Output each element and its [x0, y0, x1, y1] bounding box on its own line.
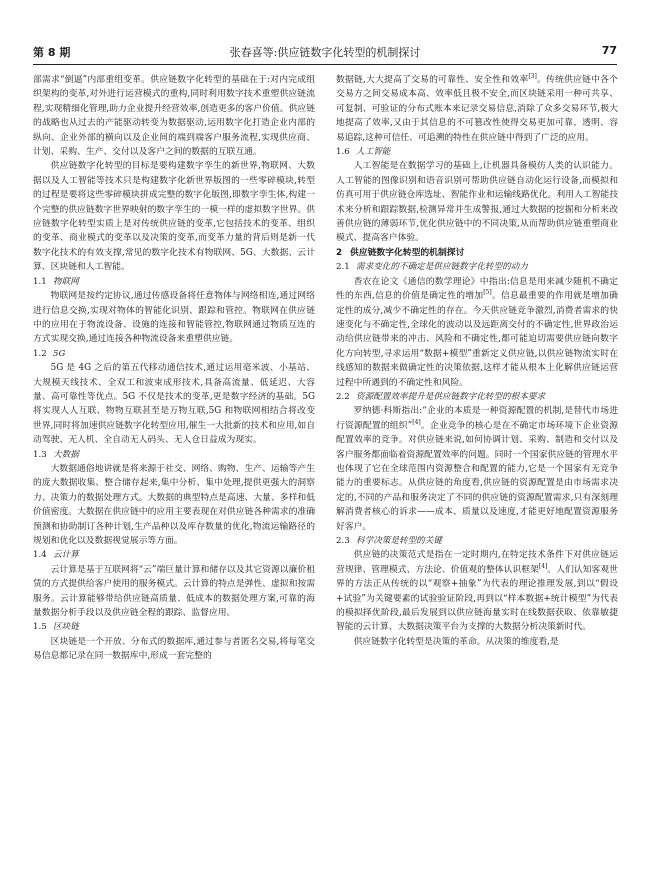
header-rule [33, 64, 617, 65]
issue-label: 第 8 期 [33, 46, 71, 59]
citation-mark: [5] [483, 289, 492, 297]
page-number: 77 [601, 44, 617, 57]
heading-number: 1.2 [33, 348, 47, 359]
body-paragraph: 物联网是按约定协议,通过传感设备将任意物体与网络相连,通过网络进行信息交换,实现对物体的智能化识别、跟踪和管控。物联网在供应链中的应用在于物流设备、设施的连接和智能管控,物联网通过物质互连的方式实现交换,通过连接各种物流设备来重塑供应链。 [33, 291, 315, 345]
citation-mark: [4] [412, 418, 421, 426]
body-paragraph: 供应链数字化转型的目标是要构建数字孪生的新世界,物联网、大数据以及人工智能等技术只是构建数字化新世界版图的一些零碎模块,转型的过程是要将这些零碎模块拼成完整的数字化版图,即数字孪生体,构建一个完整的供应链数字世界映射的数字孪生的一模一样的虚拟数字世界。供应链数字化转型实质上是对传统供应链的变革,它包括技术的变革、组织的变革、商业模式的变革以及决策的变革,而变革力量的背后则是新一代数字化技术的有效支撑,常见的数字化技术有物联网、5G、大数据、云计算、区块链和人工智能。 [33, 161, 315, 273]
subsection-heading [33, 275, 315, 289]
body-paragraph: 供应链数字化转型是决策的革命。从决策的维度看,是 [353, 636, 559, 647]
body-paragraph: 人工智能是在数据学习的基础上,让机器具备模仿人类的认识能力。人工智能的图像识别和语音识别可帮助供应链自动化运行设备,而模拟和仿真可用于供应链仓库选址、智能作业和运输线路优化。利用人工智能技术来分析和跟踪数据,检测异常并生成警报,通过大数据的挖掘和分析来改善供应链的薄弱环节,优化供应链中的不同决策,从而帮助供应链重塑商业模式、提高客户体验。 [336, 161, 618, 244]
heading-text: 供应链数字化转型的机制探讨 [350, 247, 465, 258]
heading-number: 1.5 [33, 622, 47, 633]
subsection-heading [336, 145, 618, 159]
body-paragraph: 5G 是 4G 之后的第五代移动通信技术,通过运用毫米波、小基站、大规模天线技术、全双工和波束成形技术,具备高流量、低延迟、大容量、高可靠性等优点。5G 不仅是技术的变革,更是数字经济的基础。5G 将实现人人互联、物物互联甚至是万物互联,5G 和物联网相结合将改变世界,同时将加速供应链数字化转型应用,催生一大批新的技术和应用,如自动驾驶、无人机、全自动无人码头、无人仓日益成为现实。 [33, 363, 315, 446]
body-paragraph: 区块链是一个开放、分布式的数据库,通过参与者匿名交易,将每笔交易信息都记录在同一数据库中,形成一套完整的 [33, 636, 315, 662]
body-paragraph: 云计算是基于互联网将“云”端巨量计算和储存以及其它资源以廉价租赁的方式提供给客户使用的服务模式。云计算的特点是弹性、虚拟和按需服务。云计算能够带给供应链高质量、低成本的数据处理方案,可靠的海量数据分析手段以及供应链全程的跟踪、监督应用。 [33, 564, 315, 619]
left-column [33, 73, 315, 873]
heading-number: 1.4 [33, 550, 47, 561]
body-paragraph: 数据链,大大提高了交易的可靠性、安全性和效率[3]。传统供应链中各个交易方之间交易成本高、效率低且极不安全,而区块链采用一种可共享、可复制、可验证的分布式账本来记录交易信息,消除了众多交易环节,极大地提高了效率,又由于其信息的不可篡改性使得交易更加可靠、透明、容易追踪,这种可信任、可追溯的特性在供应链中得到了广泛的应用。 [336, 73, 618, 143]
body-paragraph: 罗纳德·科斯指出:“企业的本质是一种资源配置的机制,是替代市场进行资源配置的组织”[4]。企业竞争的核心是在不确定市场环境下企业资源配置效率的竞争。对供应链来说,如何协调计划、采购、制造和交付以及客户服务都面临着资源配置效率的问题。同时一个国家供应链的管理水平也体现了它在全球范围内资源整合和配置的能力,它是一个国家有无竞争能力的重要标志。从供应链的角度看,供应链的资源配置是由市场需求决定的,不同的产品和服务决定了不同的供应链的资源配置需求,只有深刻理解消费者核心的诉求——成本、质量以及速度,才能更好地配置资源服务好客户。 [336, 406, 618, 532]
subsection-heading [336, 260, 618, 274]
heading-number: 2.3 [336, 536, 350, 546]
body-paragraph: 香农在论文《通信的数学理论》中指出:信息是用来减少随机不确定性的东西,信息的价值是确定性的增加[5]。信息最重要的作用就是增加确定性的成分,减少不确定性的存在。今天供应链竞争激烈,消费者需求的快速变化与不确定性,全球化的波动以及远距离交付的不确定性,世界政治运动给供应链带来的冲击、风险和不确定性,都可能迫切需要供应链向数字化方向转型,寻求运用“数据+模型”重新定义供应链,以供应链物流实时在线感知的数据来做确定性的决策依据,这样才能从根本上化解供应链运营过程中所遇到的不确定性和风险。 [336, 276, 618, 388]
heading-text: 区块链 [53, 622, 79, 633]
body-paragraph: 大数据通俗地讲就是将来源于社交、网络、购物、生产、运输等产生的庞大数据收集、整合储存起来,集中分析、集中处理,提供更强大的洞察力、决策力的数据处理方式。大数据的典型特点是高速、大量、多样和低价值密度。大数据在供应链中的应用主要表现在对供应链各种需求的准确预测和协助制订各种计划,生产品种以及库存数量的优化,物流运输路径的规划和优化以及数据视觉展示等方面。 [33, 463, 315, 546]
heading-text: 大数据 [53, 449, 79, 460]
heading-number: 2.2 [336, 391, 350, 402]
heading-text: 人工智能 [356, 147, 391, 158]
body-paragraph: 供应链的决策范式是指在一定时期内,在特定技术条件下对供应链运营规律、管理模式、方法论、价值观的整体认识框架[4]。人们认知客观世界的方法正从传统的以“观察+抽象”为代表的理论推理发展,到以“假设+试验”为关键要素的试验验证阶段,再到以“样本数据+统计模型”为代表的模拟择优阶段,最后发展到以供应链海量实时在线数据获取、依靠敏捷智能的云计算、大数据决策平台为支撑的大数据分析决策新时代。 [336, 550, 618, 633]
running-title: 张春喜等:供应链数字化转型的机制探讨 [229, 46, 421, 59]
heading-text: 物联网 [53, 276, 79, 287]
subsection-heading [33, 347, 315, 361]
citation-mark: [3] [528, 73, 537, 81]
heading-text: 科学决策是转型的关键 [356, 536, 442, 546]
citation-mark: [4] [538, 562, 548, 570]
section-heading [336, 246, 618, 260]
subsection-heading [33, 620, 315, 634]
subsection-heading [336, 390, 618, 404]
heading-number: 1.6 [336, 147, 350, 158]
heading-number: 1.1 [33, 276, 47, 287]
heading-number: 2.1 [336, 262, 350, 273]
heading-number: 2 [336, 247, 343, 258]
page-header [33, 44, 617, 64]
subsection-heading [336, 534, 618, 548]
right-column [336, 73, 618, 873]
subsection-heading [33, 448, 315, 462]
body-paragraph: 部需求“倒逼”内部重组变革。供应链数字化转型的基础在于:对内完成组织架构的变革,对外进行运营模式的重构,同时利用数字技术重塑供应链流程,实现精细化管理,助力企业提升经营效率,创造更多的客户价值。供应链的战略也从过去的产能驱动转变为数据驱动,运用数字化打造企业内部的纵向、企业外部的横向以及企业间的端到端客户服务流程,实现供应商、计划、采购、生产、交付以及客户之间的数据的互联互通。 [33, 75, 315, 158]
heading-text: 5G [53, 348, 66, 359]
heading-text: 云计算 [53, 550, 79, 561]
heading-number: 1.3 [33, 449, 47, 460]
heading-text: 资源配置效率提升是供应链数字化转型的根本要求 [356, 391, 546, 402]
subsection-heading [33, 548, 315, 562]
heading-text: 需求变化的不确定是供应链数字化转型的动力 [356, 262, 528, 273]
